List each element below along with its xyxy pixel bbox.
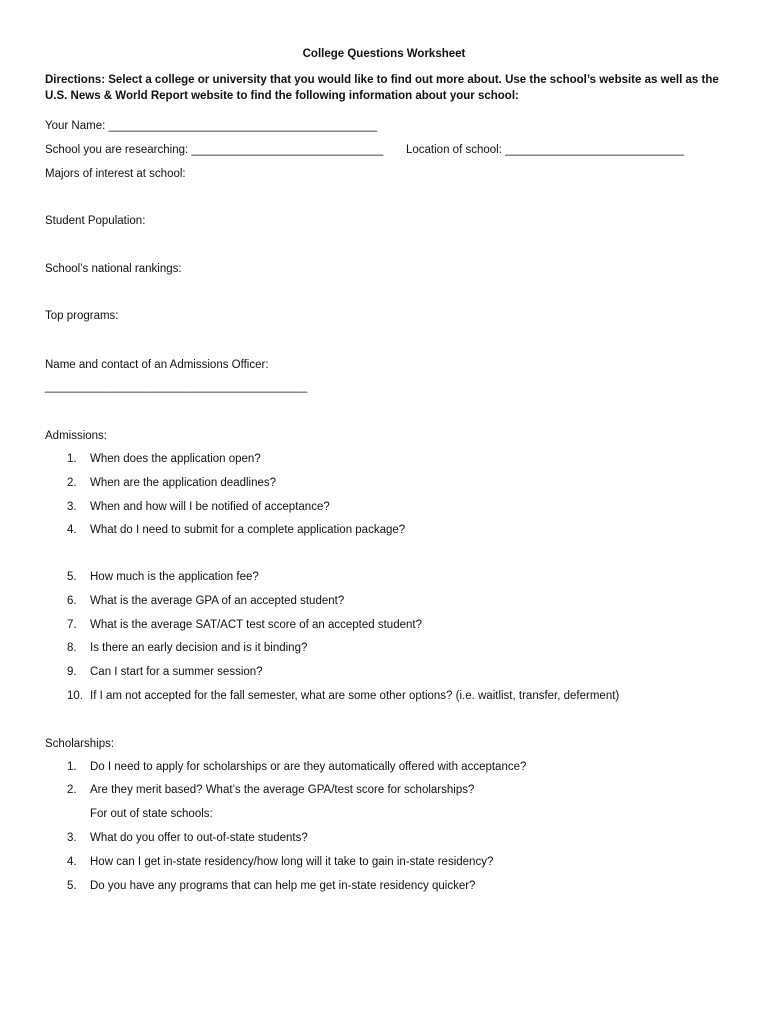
list-number: 1. [67, 761, 77, 773]
list-number: 1. [67, 453, 77, 465]
list-number: 10. [67, 690, 83, 702]
list-text: What do you offer to out-of-state students? [90, 832, 308, 844]
admissions-officer-label: Name and contact of an Admissions Officer: [45, 359, 269, 371]
list-text: How can I get in-state residency/how long will it take to gain in-state residency? [90, 856, 494, 868]
your-name-field: Your Name: __________________________________________ [45, 120, 378, 132]
list-text: Do I need to apply for scholarships or are they automatically offered with acceptance? [90, 761, 527, 773]
majors-label: Majors of interest at school: [45, 168, 186, 180]
list-number: 4. [67, 524, 77, 536]
list-text: How much is the application fee? [90, 571, 259, 583]
list-number: 5. [67, 571, 77, 583]
list-number: 2. [67, 477, 77, 489]
list-text: Is there an early decision and is it binding? [90, 642, 308, 654]
list-text: Do you have any programs that can help me get in-state residency quicker? [90, 880, 476, 892]
list-number: 5. [67, 880, 77, 892]
list-number: 3. [67, 832, 77, 844]
list-number: 9. [67, 666, 77, 678]
directions-text: Directions: Select a college or university that you would like to find out more about. Use the school’s website as well as the U.S. News & World Report website to find the following information about your school: [45, 74, 719, 102]
list-number: 3. [67, 501, 77, 513]
location-field: Location of school: ____________________________ [406, 144, 685, 156]
list-text: When are the application deadlines? [90, 477, 277, 489]
list-number: 2. [67, 784, 77, 796]
list-text: For out of state schools: [90, 808, 213, 820]
list-text: If I am not accepted for the fall semester, what are some other options? (i.e. waitlist, transfer, deferment) [90, 690, 620, 702]
admissions-heading: Admissions: [45, 430, 107, 442]
list-text: What do I need to submit for a complete application package? [90, 524, 406, 536]
scholarships-heading: Scholarships: [45, 738, 115, 750]
list-number: 6. [67, 595, 77, 607]
list-text: When and how will I be notified of acceptance? [90, 501, 330, 513]
top-programs-label: Top programs: [45, 310, 119, 322]
list-number: 8. [67, 642, 77, 654]
page-title: College Questions Worksheet [302, 48, 466, 60]
list-text: When does the application open? [90, 453, 261, 465]
list-number: 7. [67, 619, 77, 631]
student-population-label: Student Population: [45, 215, 146, 227]
list-text: Can I start for a summer session? [90, 666, 263, 678]
school-researching-field: School you are researching: ______________________________ [45, 144, 384, 156]
list-text: What is the average GPA of an accepted student? [90, 595, 345, 607]
list-text: Are they merit based? What’s the average GPA/test score for scholarships? [90, 784, 475, 796]
list-number: 4. [67, 856, 77, 868]
national-rankings-label: School’s national rankings: [45, 263, 182, 275]
list-text: What is the average SAT/ACT test score of an accepted student? [90, 619, 422, 631]
admissions-officer-line: _________________________________________ [45, 381, 308, 393]
